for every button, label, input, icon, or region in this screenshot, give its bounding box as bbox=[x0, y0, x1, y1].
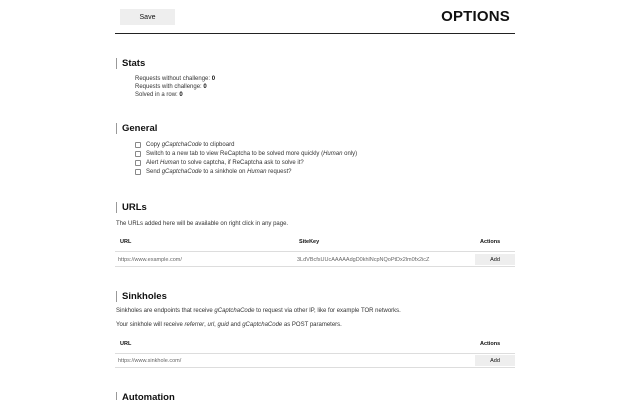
sinkhole-url-input[interactable]: https://www.sinkhole.com/ bbox=[118, 358, 182, 364]
checkbox[interactable] bbox=[135, 169, 141, 175]
option-label: Switch to a new tab to view ReCaptcha to be solved more quickly (Human only) bbox=[146, 151, 358, 157]
stat-label: Requests with challenge: bbox=[135, 84, 202, 90]
checkbox[interactable] bbox=[135, 160, 141, 166]
urls-col-sitekey: SiteKey bbox=[299, 239, 320, 245]
urls-section-title: URLs bbox=[116, 202, 147, 213]
table-divider bbox=[115, 251, 515, 252]
save-button[interactable]: Save bbox=[120, 9, 175, 25]
urls-col-url: URL bbox=[120, 239, 132, 245]
sinkholes-col-url: URL bbox=[120, 341, 132, 347]
table-divider bbox=[115, 353, 515, 354]
option-send-to-sinkhole[interactable] bbox=[135, 168, 291, 176]
urls-description: The URLs added here will be available on right click in any page. bbox=[116, 221, 289, 227]
checkbox[interactable] bbox=[135, 142, 141, 148]
stats-section-title: Stats bbox=[116, 58, 145, 69]
option-label: Copy gCaptchaCode to clipboard bbox=[146, 142, 235, 148]
option-label: Alert Human to solve captcha, if ReCaptcha ask to solve it? bbox=[146, 160, 304, 166]
stat-requests-with-challenge bbox=[135, 84, 207, 91]
add-sinkhole-button[interactable]: Add bbox=[475, 355, 515, 366]
sinkholes-col-actions: Actions bbox=[480, 341, 501, 347]
stat-value: 0 bbox=[203, 84, 207, 90]
stat-label: Solved in a row: bbox=[135, 92, 178, 98]
stat-solved-in-row bbox=[135, 92, 183, 99]
table-divider bbox=[115, 367, 515, 368]
stat-value: 0 bbox=[179, 92, 183, 98]
automation-section-title: Automation bbox=[116, 392, 175, 400]
stat-value: 0 bbox=[211, 76, 216, 82]
page-title: OPTIONS bbox=[441, 8, 510, 25]
sitekey-input[interactable]: 3LdVBcfsUUcAAAAAdgD0khlNcpNQoPtDx2lm0fx2icZ bbox=[297, 257, 430, 263]
url-input[interactable]: https://www.example.com/ bbox=[118, 257, 182, 263]
sinkholes-section-title: Sinkholes bbox=[116, 291, 167, 302]
option-alert-human[interactable] bbox=[135, 159, 304, 167]
option-copy-to-clipboard[interactable] bbox=[135, 141, 234, 149]
urls-col-actions: Actions bbox=[480, 239, 501, 245]
checkbox[interactable] bbox=[135, 151, 141, 157]
header-bar bbox=[115, 6, 515, 34]
sinkholes-parameters-description: Your sinkhole will receive referrer, url, guid and gCaptchaCode as POST parameters. bbox=[116, 322, 342, 328]
option-switch-new-tab[interactable] bbox=[135, 150, 357, 158]
stat-requests-without-challenge bbox=[135, 76, 215, 83]
add-url-button[interactable]: Add bbox=[475, 254, 515, 265]
option-label: Send gCaptchaCode to a sinkhole on Human request? bbox=[146, 169, 292, 175]
stat-label: Requests without challenge: bbox=[135, 76, 211, 82]
general-section-title: General bbox=[116, 123, 157, 134]
table-divider bbox=[115, 266, 515, 267]
sinkholes-description: Sinkholes are endpoints that receive gCaptchaCode to request via other IP, like for example TOR networks. bbox=[116, 308, 401, 314]
